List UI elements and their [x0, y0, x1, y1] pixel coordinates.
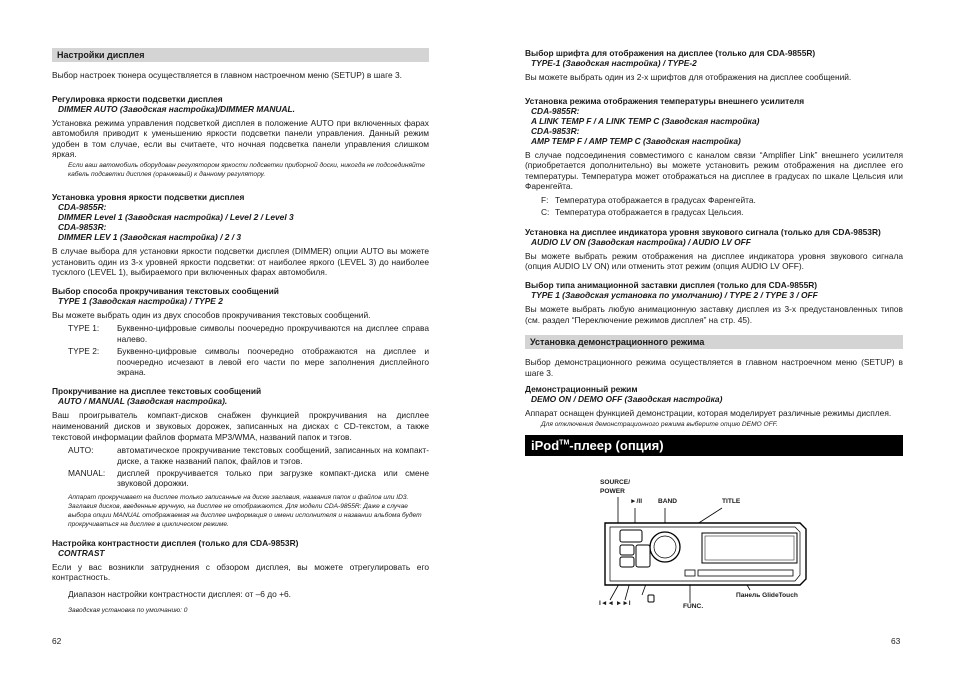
contrast-default: Заводская установка по умолчанию: 0	[68, 606, 188, 614]
func-label: FUNC.	[683, 603, 704, 610]
right-page	[525, 48, 903, 456]
contrast-text: Если у вас возникли затруднения с обзором дисплея, вы можете отрегулировать его контрастность.	[52, 561, 429, 583]
definition-key: TYPE 1:	[68, 323, 100, 334]
demo-options: DEMO ON / DEMO OFF (Заводская настройка)	[531, 394, 723, 405]
audio-lv-text: Вы можете выбрать режим отображения на дисплее индикатора уровня звукового сигнала (опция AUDIO LV ON) или отменить этот режим (опция AUDIO LV OFF).	[525, 250, 903, 272]
definition-value: Температура отображается в градусах Фаренгейта.	[555, 194, 756, 205]
band-label: BAND	[658, 498, 678, 505]
font-heading: Выбор шрифта для отображения на дисплее (только для CDA-9855R)	[525, 48, 816, 58]
temp-line4: AMP TEMP F / AMP TEMP C (Заводская настройка)	[531, 135, 741, 146]
definition-key: AUTO:	[68, 445, 94, 456]
definition-value: автоматическое прокручивание текстовых сообщений, записанных на компакт-диске, а также названий папок, файлов и тэгов.	[117, 445, 429, 466]
ipod-title-tm: TM	[559, 439, 570, 447]
audio-lv-options: AUDIO LV ON (Заводская настройка) / AUDIO LV OFF	[531, 236, 751, 247]
definition-key: F:	[541, 194, 549, 205]
anim-heading: Выбор типа анимационной заставки дисплея (только для CDA-9855R)	[525, 279, 818, 290]
left-page	[52, 48, 429, 621]
dimmer-options: DIMMER AUTO (Заводская настройка)/DIMMER MANUAL.	[58, 103, 295, 114]
demo-intro: Выбор демонстрационного режима осуществляется в главном настроечном меню (SETUP) в шаге 3.	[525, 357, 903, 378]
source-power-label: SOURCE/ POWER	[600, 479, 631, 495]
level-heading: Установка уровня яркости подсветки дисплея	[52, 191, 245, 202]
scroll-options: AUTO / MANUAL (Заводская настройка).	[58, 396, 228, 407]
scroll-type-heading: Выбор способа прокручивания текстовых сообщений	[52, 285, 279, 296]
scroll-type-options: TYPE 1 (Заводская настройка) / TYPE 2	[58, 295, 223, 306]
scroll-type-text: Вы можете выбрать один из двух способов прокручивания текстовых сообщений.	[52, 309, 371, 320]
contrast-heading: Настройка контрастности дисплея (только для CDA-9853R)	[52, 537, 299, 548]
page-number-right: 63	[891, 636, 901, 646]
section-title: Настройки дисплея	[52, 48, 429, 62]
level-line3: CDA-9853R:	[58, 221, 107, 232]
scroll-heading: Прокручивание на дисплее текстовых сообщений	[52, 386, 262, 397]
scroll-note: Аппарат прокручивает на дисплее только записанные на диске заглавия, названия папок и файлов или ID3. Заглавия дисков, введенные вручную, на дисплее не отображаются. Для модели CDA-9855R: Даже в случае выбора опции MANUAL отображаемая на дисплее информация о имени исполнителя и названии альбома будет прокручиваться на дисплее в циклическом режиме.	[68, 493, 422, 528]
definition-key: C:	[541, 207, 550, 218]
definition-value: Буквенно-цифровые символы поочередно прокручиваются на дисплее справа налево.	[117, 323, 429, 344]
definition-item	[68, 445, 429, 466]
ipod-section-title	[525, 435, 903, 456]
ipod-title-main: iPod	[531, 437, 560, 453]
demo-note: Для отключения демонстрационного режима выберите опцию DEMO OFF.	[541, 420, 778, 428]
definition-key: MANUAL:	[68, 467, 106, 478]
temp-text: В случае подсоединения совместимого с каналом связи “Amplifier Link” внешнего усилителя (приобретается дополнительно) вы можете установить режим отображения на дисплее его температуры. Температура может отображаться на дисплее в градусах по шкале Цельсия или Фаренгейта.	[525, 149, 903, 192]
definition-item	[68, 468, 429, 489]
definition-value: Буквенно-цифровые символы поочередно отображаются на дисплее и поочередно исчезают в левой его части по мере заполнения дисплейного экрана.	[117, 346, 429, 377]
ipod-title-rest: -плеер (опция)	[569, 437, 664, 453]
prev-next-label: I◄◄ ►►I	[599, 600, 631, 607]
dimmer-note: Если ваш автомобиль оборудован регулятором яркости подсветки приборной доски, никогда не подсоединяйте кабель подсветки дисплея (оранжевый) к данному регулятору.	[68, 161, 425, 178]
temp-line1: CDA-9855R:	[531, 105, 580, 116]
temp-line3: CDA-9853R:	[531, 125, 580, 136]
temp-heading: Установка режима отображения температуры внешнего усилителя	[525, 95, 805, 106]
definition-item	[541, 195, 903, 205]
anim-text: Вы можете выбрать любую анимационную заставку дисплея из 3-х предустановленных типов (см. раздел “Переключение режимов дисплея” на стр. 45).	[525, 303, 903, 325]
level-line2: DIMMER Level 1 (Заводская настройка) / Level 2 / Level 3	[58, 211, 294, 222]
head-unit-diagram	[590, 475, 830, 615]
intro-text: Выбор настроек тюнера осуществляется в главном настроечном меню (SETUP) в шаге 3.	[52, 70, 402, 80]
dimmer-text: Установка режима управления подсветкой дисплея в положение AUTO при включенных фарах автомобиля приводит к уменьшению яркости подсветки панели управления. Данный режим удобен в том случае, если вы считаете, что ночная подсветка панели управления слишком яркая.	[52, 117, 429, 160]
contrast-range: Диапазон настройки контрастности дисплея: от –6 до +6.	[68, 588, 292, 599]
level-line4: DIMMER LEV 1 (Заводская настройка) / 2 / 3	[58, 231, 242, 242]
contrast-options: CONTRAST	[58, 547, 105, 558]
demo-heading: Демонстрационный режим	[525, 384, 638, 395]
play-pause-label: ►/II	[630, 498, 643, 505]
anim-options: TYPE 1 (Заводская установка по умолчанию) / TYPE 2 / TYPE 3 / OFF	[531, 289, 818, 300]
level-text: В случае выбора для установки яркости подсветки дисплея (DIMMER) опции AUTO вы можете установить один из 3-х уровней яркости подсветки: от наиболее яркого (LEVEL 3) до наиболее тусклого (LEVEL 1), выбираемого при включенных фарах автомобиля.	[52, 245, 429, 278]
definition-value: Температура отображается в градусах Цельсия.	[555, 207, 744, 218]
page-number-left: 62	[52, 636, 62, 646]
glidetouch-label: Панель GlideTouch	[736, 592, 798, 599]
title-label: TITLE	[722, 498, 741, 505]
definition-value: дисплей прокручивается только при загрузке компакт-диска или смене звуковой дорожки.	[117, 467, 429, 489]
definition-key: TYPE 2:	[68, 346, 100, 357]
font-text: Вы можете выбрать один из 2-х шрифтов для отображения на дисплее сообщений.	[525, 72, 852, 82]
definition-item	[541, 207, 903, 217]
demo-section-title: Установка демонстрационного режима	[525, 335, 903, 349]
demo-text: Аппарат оснащен функцией демонстрации, которая моделирует различные режимы дисплея.	[525, 408, 892, 419]
audio-lv-heading: Установка на дисплее индикатора уровня звукового сигнала (только для CDA-9853R)	[525, 226, 881, 237]
dimmer-heading: Регулировка яркости подсветки дисплея	[52, 93, 223, 104]
level-line1: CDA-9855R:	[58, 201, 107, 212]
font-options: TYPE-1 (Заводская настройка) / TYPE-2	[531, 58, 697, 68]
scroll-text: Ваш проигрыватель компакт-дисков снабжен функцией прокручивания на дисплее наименований дисков и звуковых дорожек, записанных на дисках с CD-текстом, а также текстовой информации файлов формата MP3/WMA, названий папок и тэгов.	[52, 410, 429, 442]
definition-item	[68, 323, 429, 344]
definition-item	[68, 346, 429, 377]
temp-line2: A LINK TEMP F / A LINK TEMP C (Заводская настройка)	[531, 115, 760, 126]
